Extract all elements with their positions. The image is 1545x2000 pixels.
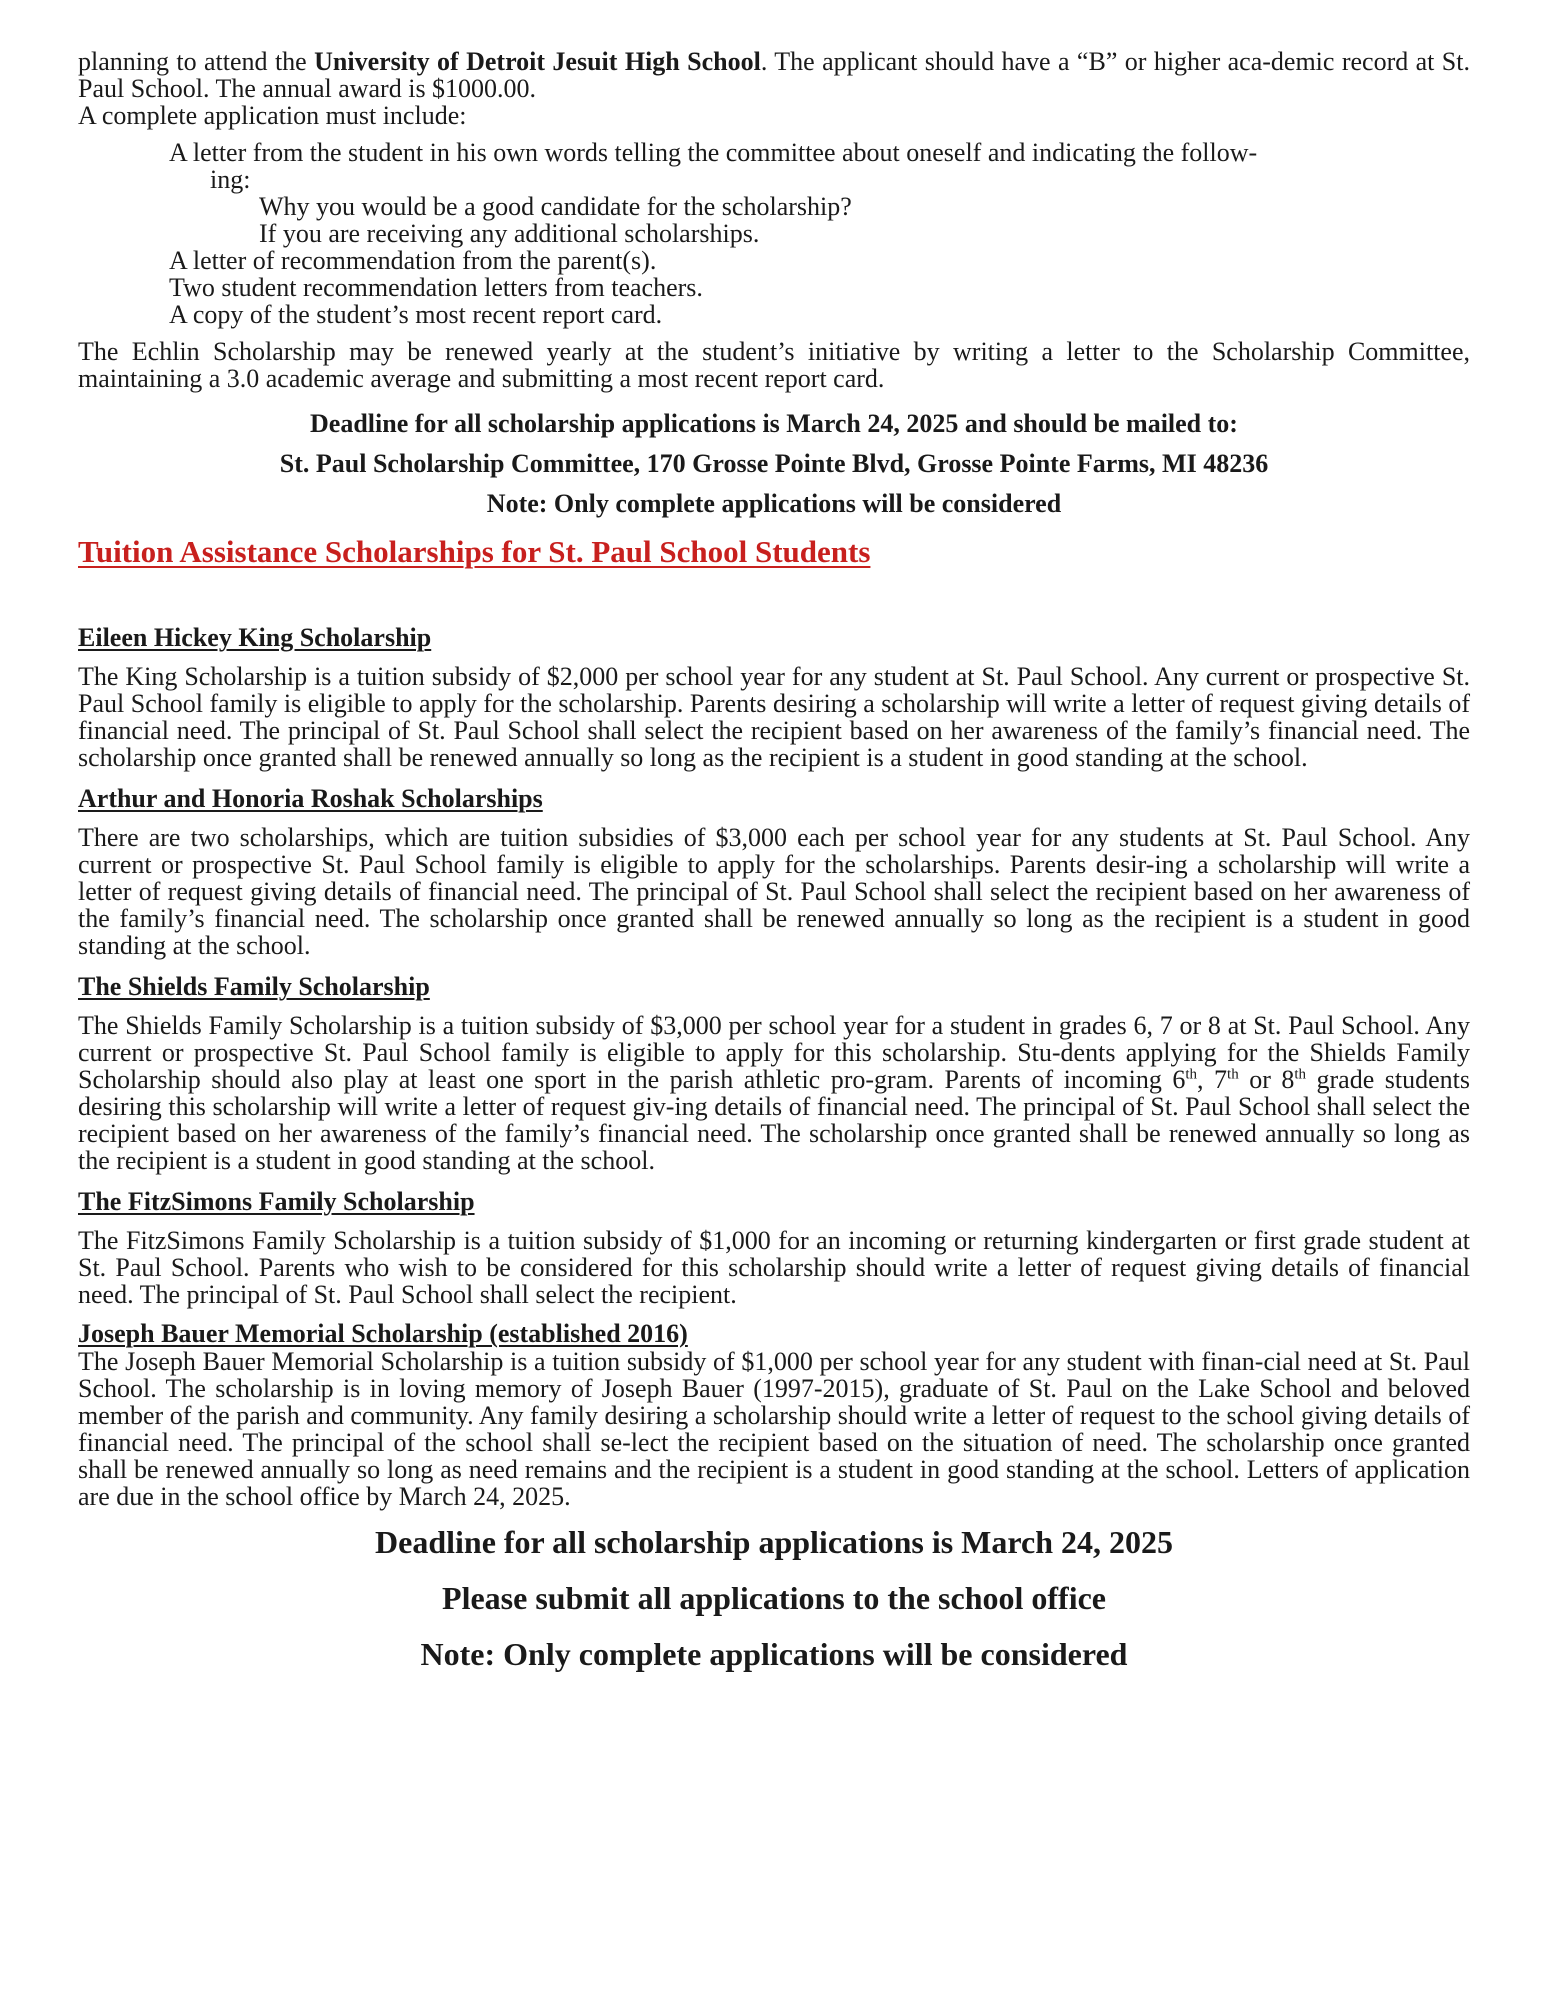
final-notice-block bbox=[78, 1514, 1470, 1682]
mailing-address: St. Paul Scholarship Committee, 170 Grosse Pointe Blvd, Grosse Pointe Farms, MI 48236 bbox=[279, 449, 1269, 478]
king-scholarship-body: The King Scholarship is a tuition subsidy of $2,000 per school year for any student at St. Paul School. Any current or prospective St. Paul School family is eligible to apply for the scholarship. Parents desiring a scholarship will write a letter of request giving details of financial need. The principal of St. Paul School shall select the recipient based on her awareness of the family’s financial need. The scholarship once granted shall be renewed annually so long as the recipient is a student in good standing at the school. bbox=[78, 662, 1470, 772]
requirement-question-2: If you are receiving any additional scholarships. bbox=[259, 219, 760, 248]
shields-sup-1: th bbox=[1185, 1066, 1198, 1083]
bauer-scholarship-body: The Joseph Bauer Memorial Scholarship is a tuition subsidy of $1,000 per school year for any student with finan-cial need at St. Paul School. The scholarship is in loving memory of Joseph Bauer (1997-2015), graduate of St. Paul on the Lake School and beloved member of the parish and community. Any family desiring a scholarship should write a letter of request to the school giving details of financial need. The principal of the school shall se-lect the recipient based on the situation of need. The scholarship once granted shall be renewed annually so long as need remains and the recipient is a student in good standing at the school. Letters of application are due in the school office by March 24, 2025. bbox=[78, 1347, 1470, 1511]
shields-mid-2: or 8 bbox=[1238, 1065, 1295, 1094]
bauer-scholarship-heading: Joseph Bauer Memorial Scholarship (established 2016) bbox=[78, 1319, 688, 1348]
shields-mid-1: , 7 bbox=[1197, 1065, 1228, 1094]
shields-body-b: grade students desiring this scholarship will write a letter of request giv-ing details of financial need. The principal of St. Paul School shall select the recipient based on her awareness of the family’s financial need. The scholarship once granted shall be renewed annually so long as the recipient is a student in good standing at the school. bbox=[78, 1065, 1470, 1175]
document-page bbox=[78, 48, 1470, 1682]
section-title: Tuition Assistance Scholarships for St. Paul School Students bbox=[78, 534, 871, 569]
requirement-student-letter-cont: ing: bbox=[210, 165, 251, 194]
roshak-scholarship-body: There are two scholarships, which are tuition subsidies of $3,000 each per school year for any students at St. Paul School. Any current or prospective St. Paul School family is eligible to apply for the scholarships. Parents desir-ing a scholarship will write a letter of request giving details of financial need. The principal of St. Paul School shall select the recipient based on her awareness of the family’s financial need. The scholarship once granted shall be renewed annually so long as the recipient is a student in good standing at the school. bbox=[78, 823, 1470, 960]
fitzsimons-scholarship-heading: The FitzSimons Family Scholarship bbox=[78, 1187, 475, 1216]
fitzsimons-scholarship-body: The FitzSimons Family Scholarship is a tuition subsidy of $1,000 for an incoming or returning kindergarten or first grade student at St. Paul School. Parents who wish to be considered for this scholarship should write a letter of request giving details of financial need. The principal of St. Paul School shall select the recipient. bbox=[78, 1226, 1470, 1309]
requirement-student-letter: A letter from the student in his own words telling the committee about oneself and indicating the follow- bbox=[169, 138, 1258, 167]
final-note: Note: Only complete applications will be considered bbox=[420, 1636, 1128, 1672]
shields-scholarship-heading: The Shields Family Scholarship bbox=[78, 972, 430, 1001]
requirement-teacher-letters: Two student recommendation letters from teachers. bbox=[169, 273, 703, 302]
echlin-renewal-paragraph: The Echlin Scholarship may be renewed yearly at the student’s initiative by writing a letter to the Scholarship Committee, maintaining a 3.0 academic average and submitting a most recent report card. bbox=[78, 337, 1470, 393]
intro-text-post: . The applicant should have a “B” or higher aca-demic record at St. Paul School. The annual award is $1000.00. bbox=[78, 47, 1470, 103]
mailing-deadline: Deadline for all scholarship applications is March 24, 2025 and should be mailed to: bbox=[310, 409, 1238, 438]
final-submit-instructions: Please submit all applications to the school office bbox=[442, 1580, 1106, 1616]
final-deadline: Deadline for all scholarship applications is March 24, 2025 bbox=[375, 1524, 1173, 1560]
intro-paragraph bbox=[78, 48, 1470, 102]
intro-school-name: University of Detroit Jesuit High School bbox=[314, 47, 761, 76]
king-scholarship-heading: Eileen Hickey King Scholarship bbox=[78, 623, 432, 652]
complete-application-label: A complete application must include: bbox=[78, 101, 467, 130]
requirement-parent-letter: A letter of recommendation from the parent(s). bbox=[169, 246, 657, 275]
requirement-question-1: Why you would be a good candidate for the scholarship? bbox=[259, 192, 852, 221]
shields-sup-3: th bbox=[1294, 1066, 1307, 1083]
shields-sup-2: th bbox=[1227, 1066, 1239, 1083]
intro-text-pre: planning to attend the bbox=[78, 47, 315, 76]
mailing-block bbox=[78, 404, 1470, 524]
mailing-note: Note: Only complete applications will be considered bbox=[486, 489, 1062, 518]
requirement-report-card: A copy of the student’s most recent report card. bbox=[169, 300, 663, 329]
shields-body-a: The Shields Family Scholarship is a tuition subsidy of $3,000 per school year for a student in grades 6, 7 or 8 at St. Paul School. Any current or prospective St. Paul School family is eligible to apply for this scholarship. Stu-dents applying for the Shields Family Scholarship should also play at least one sport in the parish athletic pro-gram. Parents of incoming 6 bbox=[78, 1011, 1470, 1094]
shields-scholarship-body bbox=[78, 1012, 1470, 1174]
roshak-scholarship-heading: Arthur and Honoria Roshak Scholarships bbox=[78, 784, 543, 813]
